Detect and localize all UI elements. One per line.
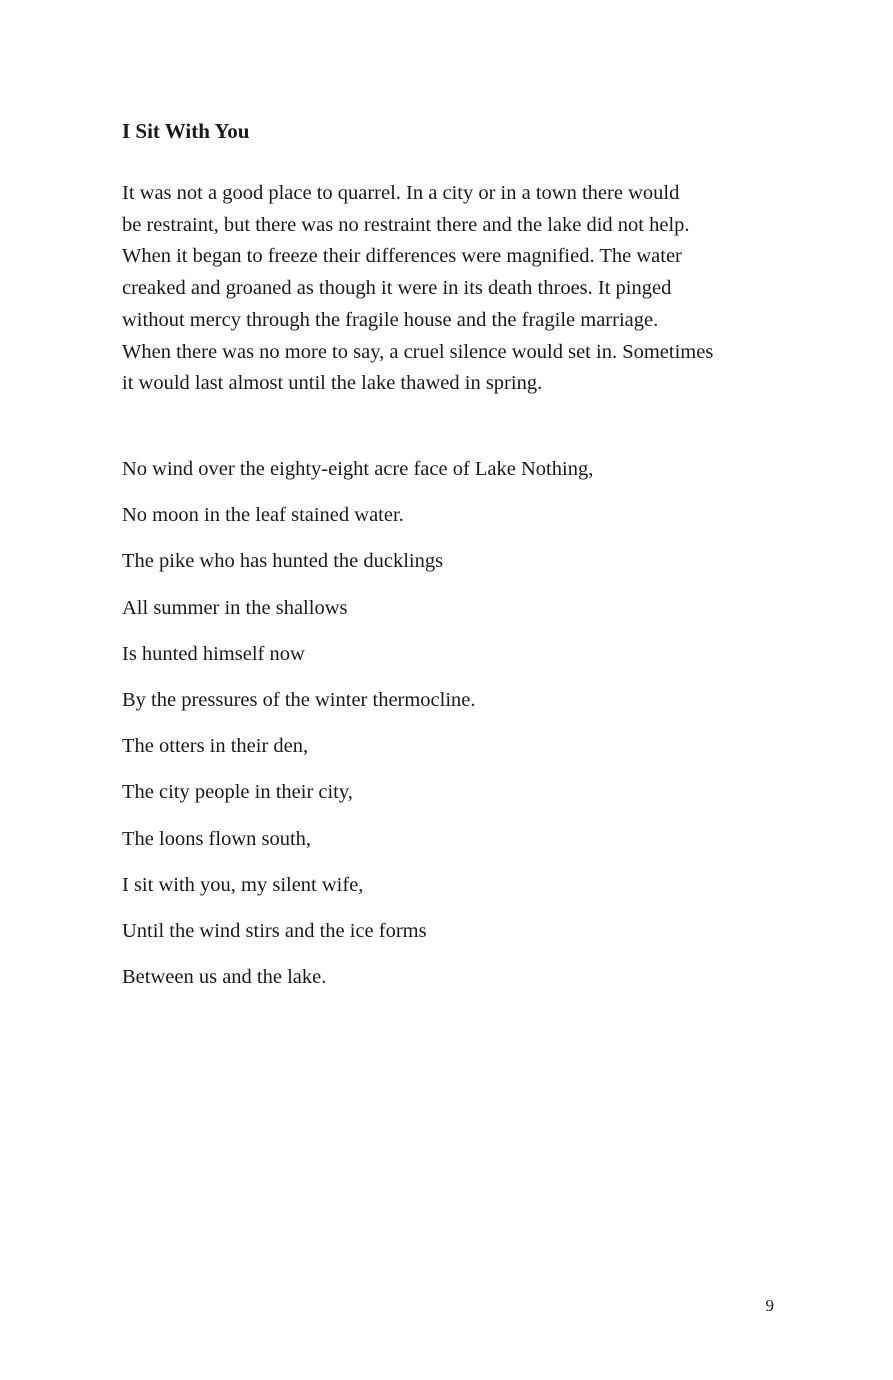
prose-line: When it began to freeze their differences were magnified. The water [122,245,682,268]
poem-line: No wind over the eighty-eight acre face of Lake Nothing, [122,458,594,480]
poem-line: The otters in their den, [122,735,309,758]
prose-line: it would last almost until the lake thawed in spring. [122,372,543,395]
poem-line: The pike who has hunted the ducklings [122,550,444,573]
prose-line: be restraint, but there was no restraint there and the lake did not help. [122,213,690,236]
prose-line: When there was no more to say, a cruel silence would set in. Sometimes [122,340,714,363]
poem-line: Is hunted himself now [122,642,305,665]
poem-line: All summer in the shallows [122,596,348,619]
poem-line: Between us and the lake. [122,966,327,989]
poem-line: Until the wind stirs and the ice forms [122,919,427,942]
poem-line: The city people in their city, [122,781,353,804]
prose-line: without mercy through the fragile house and the fragile marriage. [122,308,659,331]
poem-line: No moon in the leaf stained water. [122,504,404,527]
prose-line: creaked and groaned as though it were in its death throes. It pinged [122,277,672,300]
page-number: 9 [765,1296,774,1315]
poem-stanza [122,454,593,1008]
prose-line: It was not a good place to quarrel. In a city or in a town there would [122,182,680,204]
poem-line: The loons flown south, [122,827,312,850]
poem-title: I Sit With You [122,119,250,143]
poem-line: By the pressures of the winter thermocline. [122,688,476,711]
prose-paragraph [122,178,782,400]
poem-line: I sit with you, my silent wife, [122,873,364,896]
